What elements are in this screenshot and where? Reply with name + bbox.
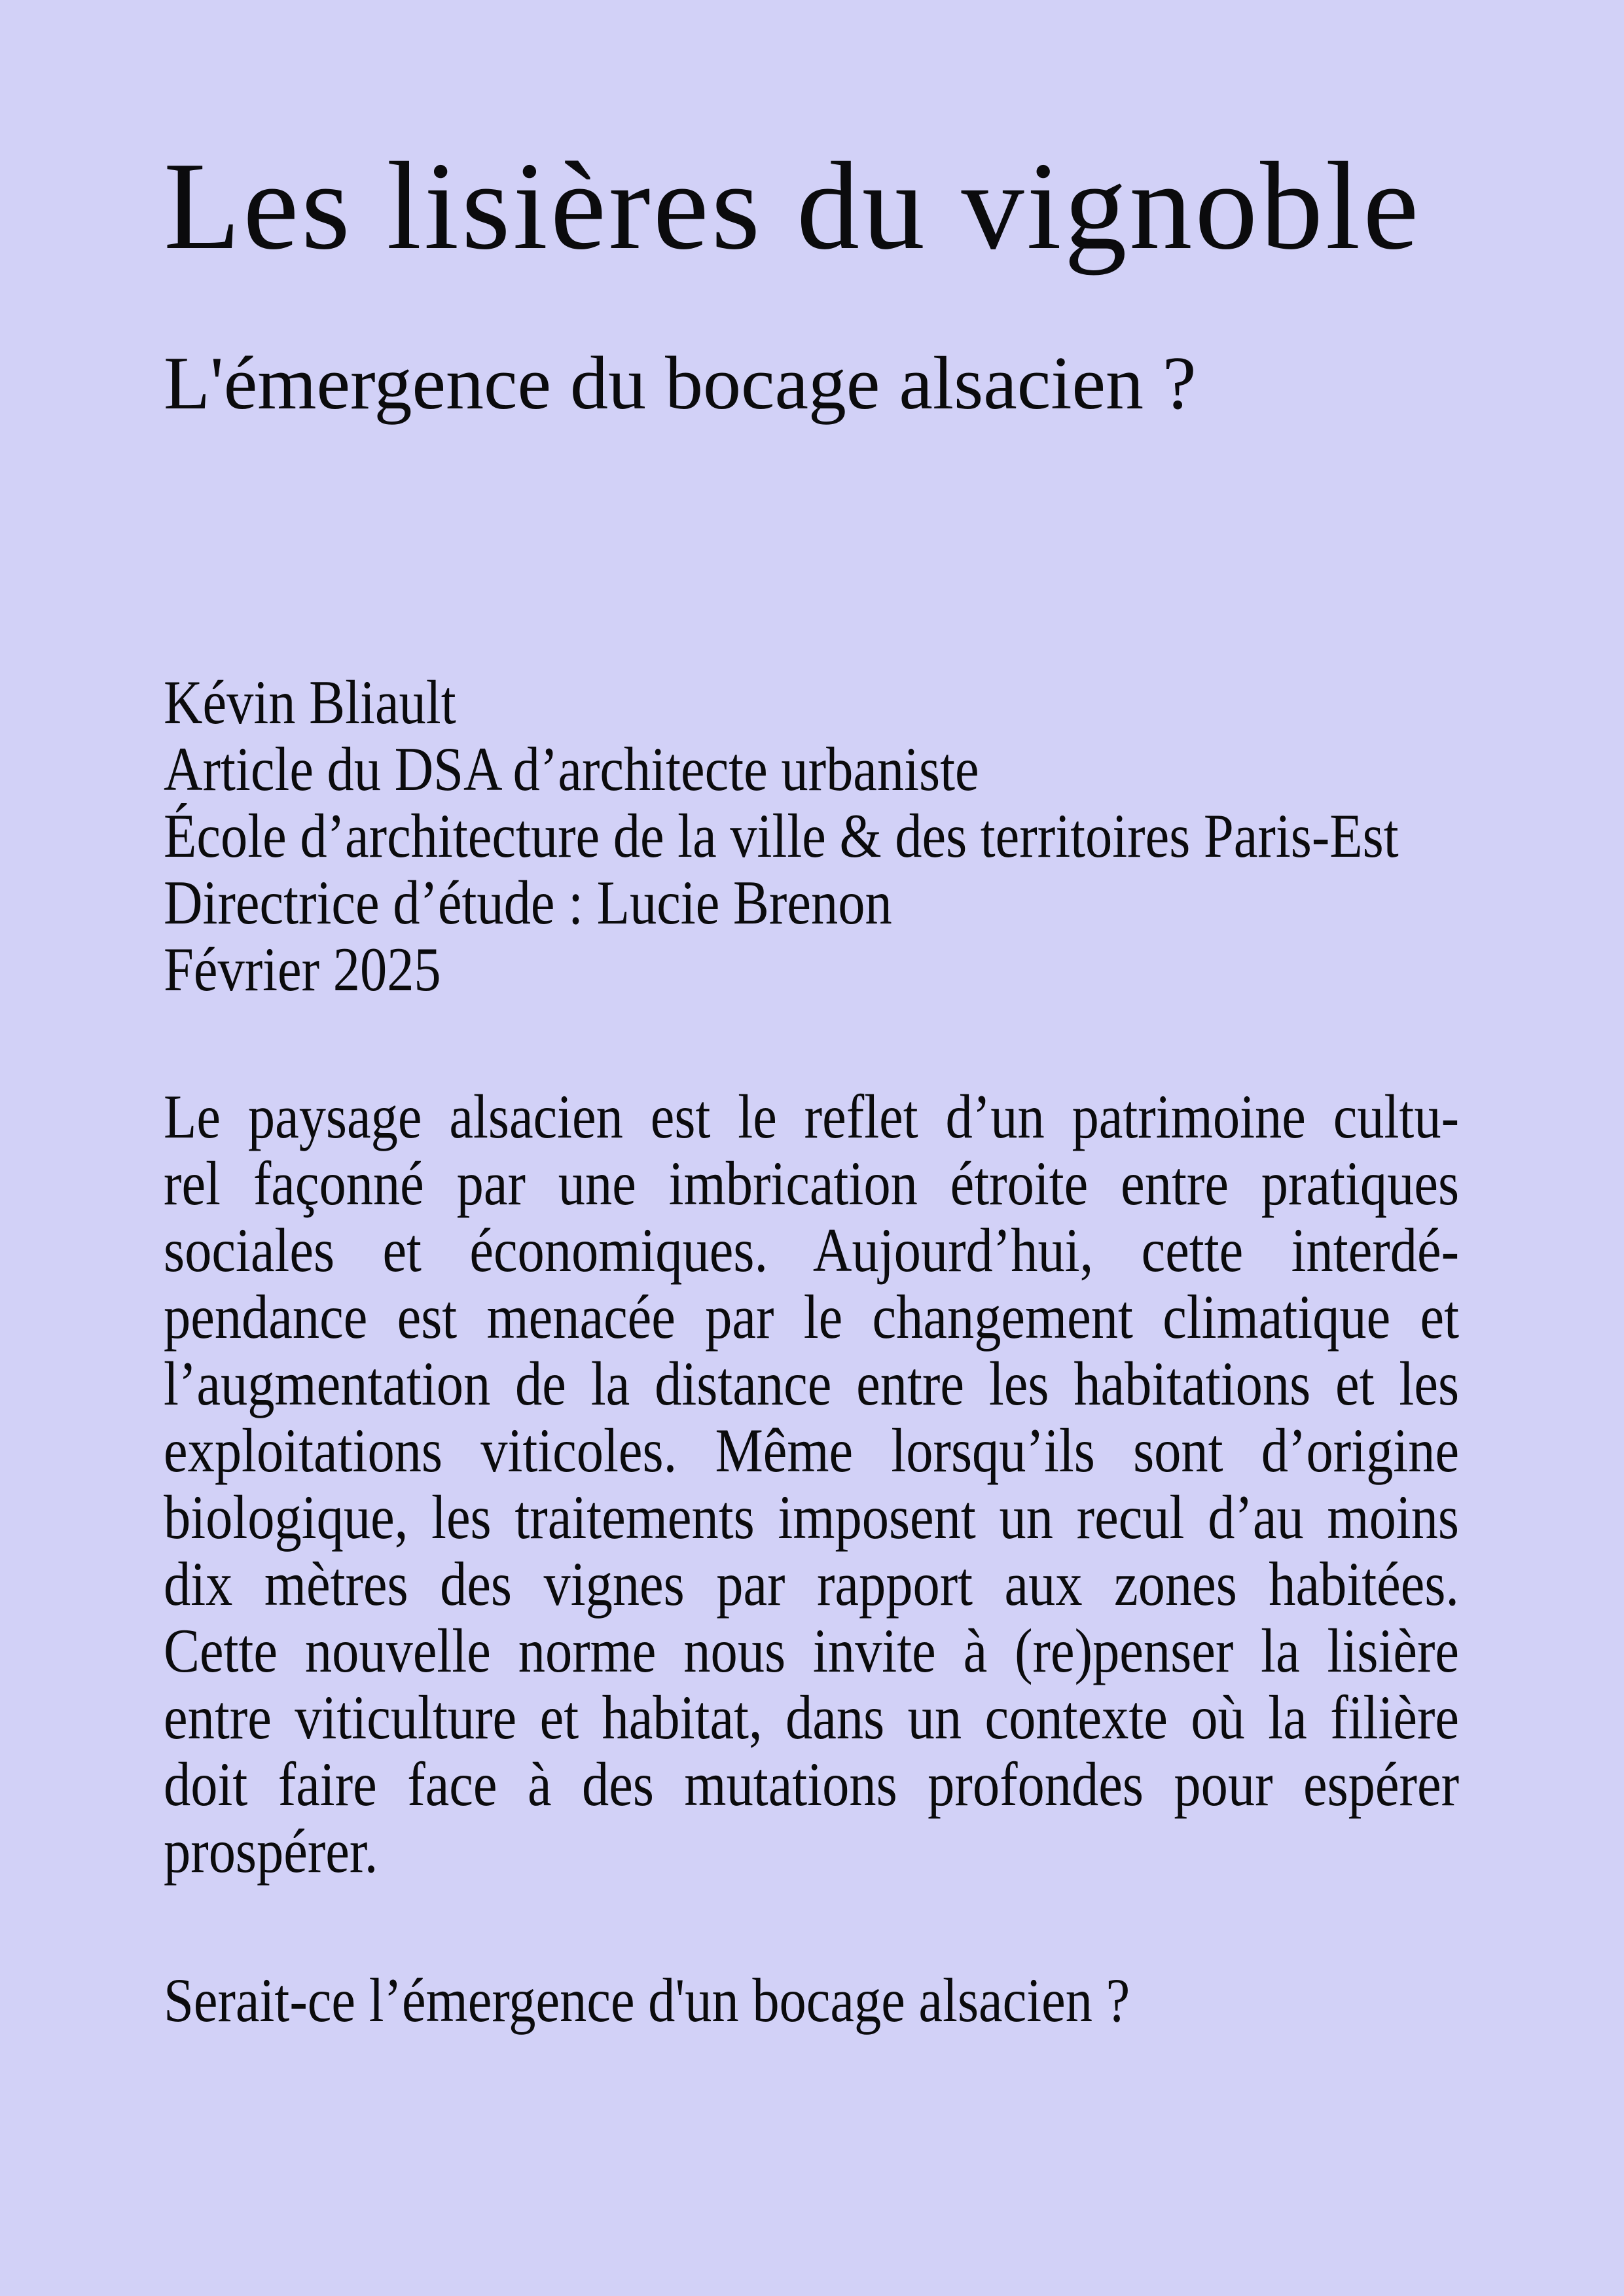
text-column — [164, 669, 1459, 2034]
paragraph-line: l’augmentation de la distance entre les habitations et les — [164, 1349, 1460, 1418]
paragraph-line: biologique, les traitements imposent un recul d’au moins — [164, 1482, 1460, 1552]
paragraph-line: exploitations viticoles. Même lorsqu’ils sont d’origine — [164, 1416, 1460, 1485]
abstract-paragraph — [164, 1083, 1459, 1884]
page-subtitle: L'émergence du bocage alsacien ? — [164, 342, 1197, 425]
paragraph-line: doit faire face à des mutations profondes pour espérer — [164, 1749, 1460, 1819]
page-title: Les lisières du vignoble — [164, 136, 1422, 276]
paragraph-line: Le paysage alsacien est le reflet d’un patrimoine cultu- — [164, 1082, 1460, 1151]
byline-line: Kévin Bliault — [164, 668, 456, 737]
paragraph-line: Cette nouvelle norme nous invite à (re)penser la lisière — [164, 1616, 1460, 1685]
byline-line: Article du DSA d’architecte urbaniste — [164, 734, 979, 804]
paragraph-line: prospérer. — [164, 1816, 378, 1886]
byline-line: Février 2025 — [164, 935, 441, 1004]
paragraph-line: entre viticulture et habitat, dans un contexte où la filière — [164, 1683, 1460, 1752]
paragraph-line: sociales et économiques. Aujourd’hui, cette interdé- — [164, 1215, 1460, 1285]
paragraph-line: pendance est menacée par le changement climatique et — [164, 1282, 1460, 1352]
closing-question: Serait-ce l’émergence d'un bocage alsacien ? — [164, 1965, 1130, 2035]
byline-block — [164, 669, 1459, 1003]
paragraph-line: dix mètres des vignes par rapport aux zones habitées. — [164, 1549, 1460, 1619]
byline-line: Directrice d’étude : Lucie Brenon — [164, 868, 892, 937]
paragraph-line: rel façonné par une imbrication étroite entre pratiques — [164, 1149, 1460, 1218]
byline-line: École d’architecture de la ville & des territoires Paris-Est — [164, 801, 1399, 870]
